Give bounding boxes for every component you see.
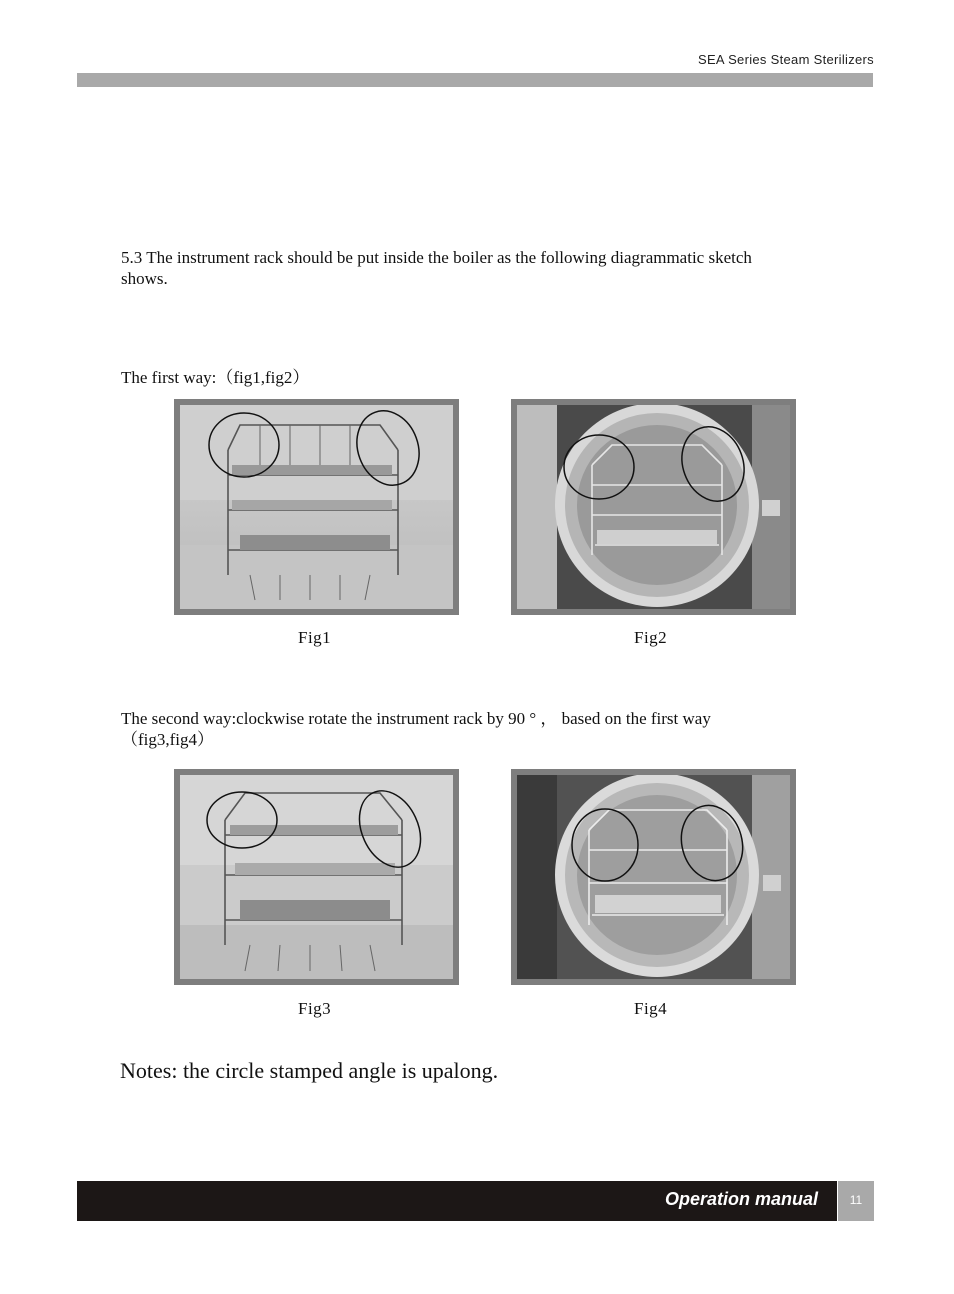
chamber-photo-image [517,405,790,609]
section-intro: 5.3 The instrument rack should be put inside the boiler as the following diagrammatic sketch shows. [121,248,752,288]
first-way-label: The first way:（fig1,fig2） [121,368,310,387]
fig4-photo [511,769,796,985]
fig2-caption: Fig2 [634,628,668,647]
fig3-photo [174,769,459,985]
fig1-caption: Fig1 [298,628,332,647]
rotated-rack-photo-image [180,775,453,979]
fig1-photo [174,399,459,615]
fig3-caption: Fig3 [298,999,332,1018]
second-way-label: The second way:clockwise rotate the instrument rack by 90 ° ， based on the first way（fig3,fig4） [121,709,711,749]
fig4-caption: Fig4 [634,999,668,1018]
rack-photo-image [180,405,453,609]
header-bar [77,73,873,87]
rotated-chamber-photo-image [517,775,790,979]
footer-title: Operation manual [664,1189,818,1209]
running-header: SEA Series Steam Sterilizers [697,52,874,67]
fig2-photo [511,399,796,615]
page-number: 11 [838,1181,874,1221]
notes-text: Notes: the circle stamped angle is upalong. [120,1058,499,1083]
